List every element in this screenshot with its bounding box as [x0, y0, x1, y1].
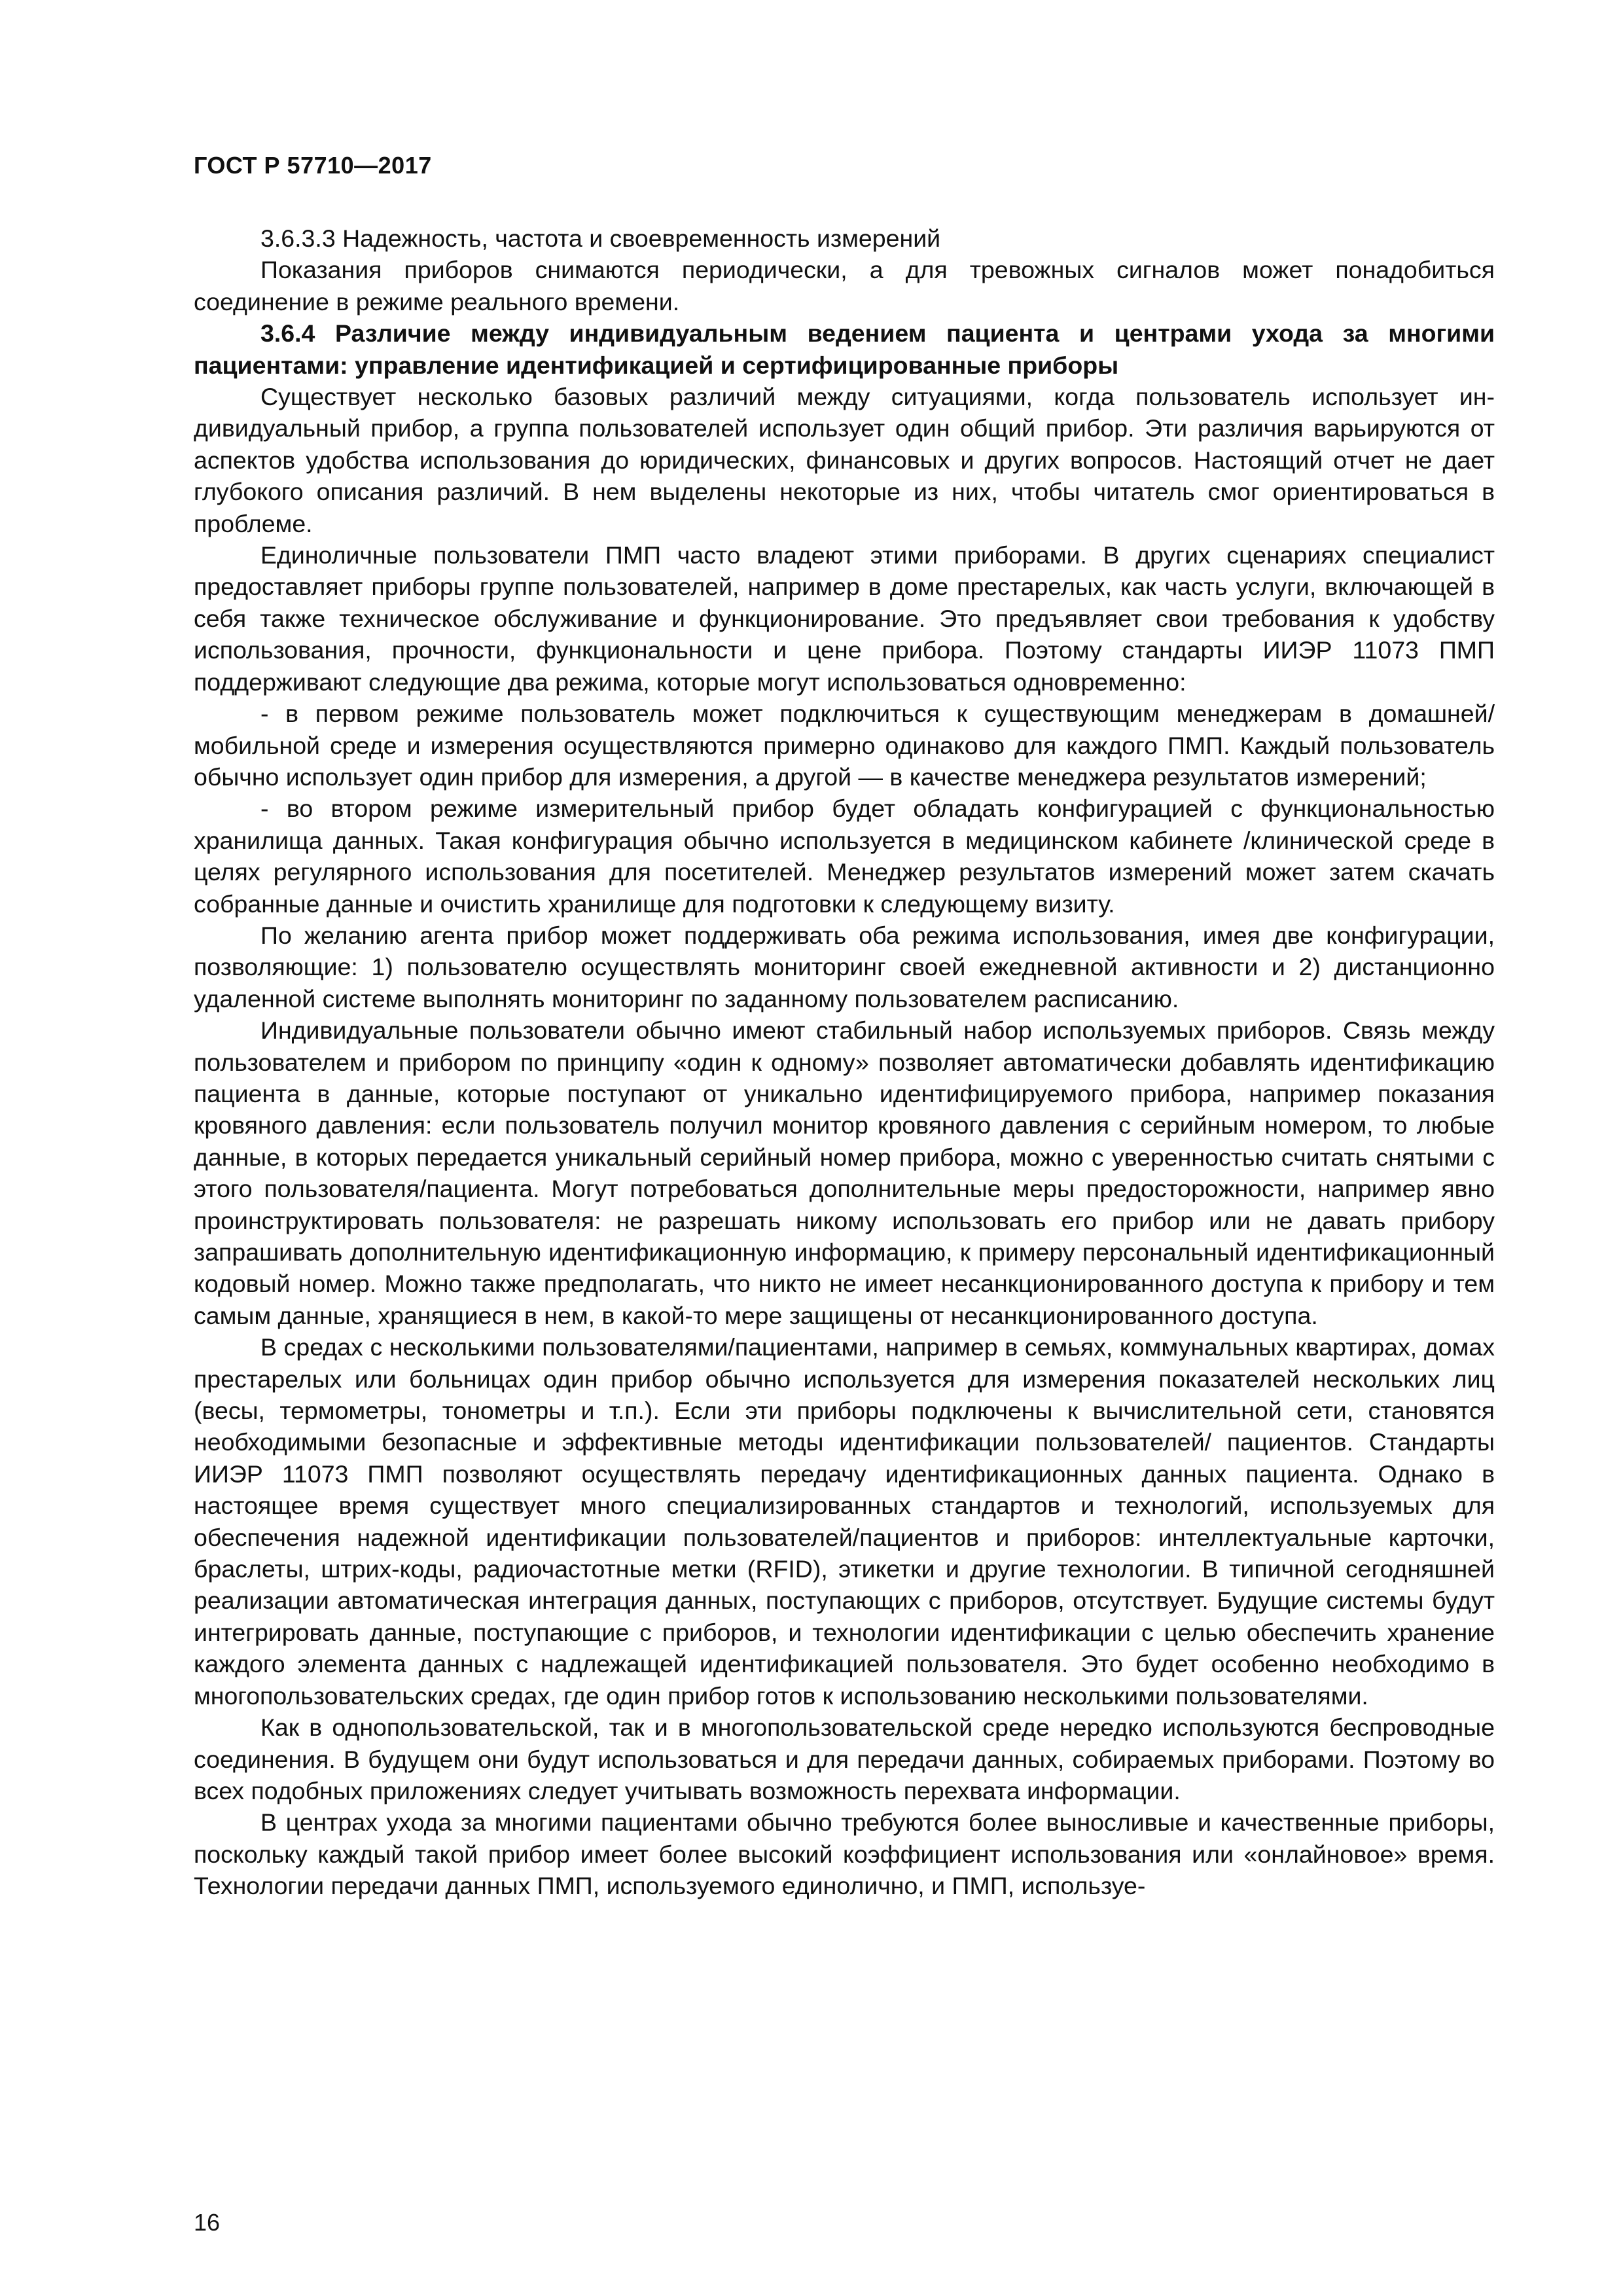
paragraph: В средах с несколькими пользователями/пациентами, например в семьях, коммунальных квартирах, домах престарелых или больницах один прибор обычно используется для измерения показателей нескольких лиц (весы, термометры, тонометры и т.п.). Если эти приборы подключены к вычислительной сети, становятся необходимыми безопасные и эффективные методы идентификации пользователей/ пациентов. Стандарты ИИЭР 11073 ПМП позволяют осуществлять передачу идентификационных данных пациента. Однако в настоящее время существует много специализированных стандартов и технологий, используемых для обеспечения надежной идентификации пользователей/пациентов и приборов: интеллектуальные карточки, браслеты, штрих-коды, радиочастотные метки (RFID), этикетки и другие технологии. В типичной сегодняшней реализации автоматическая интеграция данных, поступающих с приборов, отсутствует. Будущие системы будут интегрировать данные, поступающие с приборов, и технологии идентификации с целью обеспечить хранение каждого элемента данных с надлежащей идентификацией пользователя. Это будет особенно необходимо в многопользовательских средах, где один прибор готов к использованию несколькими пользователями.: [194, 1333, 1495, 1710]
list-item: - во втором режиме измерительный прибор будет обладать конфигурацией с функциональностью хранилища данных. Такая конфигурация обычно используется в медицинском кабинете /клинической среде в целях регулярного использования для посетителей. Менеджер результатов измерений может затем скачать собранные данные и очистить хранилище для подготовки к следующему визиту.: [194, 795, 1495, 918]
paragraph: Как в однопользовательской, так и в многопользовательской среде нередко используются беспроводные соединения. В будущем они будут использоваться и для передачи данных, собираемых приборами. Поэтому во всех подобных приложениях следует учитывать возможность перехвата информации.: [194, 1713, 1495, 1804]
list-item: - в первом режиме пользователь может подключиться к существующим менеджерам в домашней/ мобильной среде и измерения осуществляются примерно одинаково для каждого ПМП. Каждый пользователь обычно использует один прибор для измерения, а другой — в качестве менеджера результатов измерений;: [194, 700, 1495, 791]
paragraph: По желанию агента прибор может поддерживать оба режима использования, имея две конфигурации, позволяющие: 1) пользователю осуществлять мониторинг своей ежедневной активности и 2) дистанционно удаленной системе выполнять мониторинг по заданному пользователем расписанию.: [194, 921, 1495, 1013]
section-heading: 3.6.4 Различие между индивидуальным ведением пациента и центрами ухода за многими пациентами: управление идентификацией и сертифицированные приборы: [194, 319, 1495, 379]
paragraph: Индивидуальные пользователи обычно имеют стабильный набор используемых приборов. Связь между пользователем и прибором по принципу «один к одному» позволяет автоматически добавлять идентификацию пациента в данные, которые поступают от уникально идентифицируемого прибора, например показания кровяного давления: если пользователь получил монитор кровяного давления с серийным номером, то любые данные, в которых передается уникальный серийный номер прибора, можно с уверенностью считать снятыми с этого пользователя/пациента. Могут потребоваться дополнительные меры предосторожности, например явно проинструктировать пользователя: не разрешать никому использовать его прибор или не давать прибору запрашивать дополнительную идентификационную информацию, к примеру персональный идентификационный кодовый номер. Можно также предполагать, что никто не имеет несанкционированного доступа к прибору и тем самым данные, хранящиеся в нем, в какой-то мере защищены от несанкционированного доступа.: [194, 1016, 1495, 1329]
paragraph: В центрах ухода за многими пациентами обычно требуются более выносливые и качественные приборы, поскольку каждый такой прибор имеет более высокий коэффициент использования или «онлайновое» время. Технологии передачи данных ПМП, используемого единолично, и ПМП, используе-: [194, 1808, 1495, 1900]
page-number: 16: [194, 2209, 221, 2236]
subsection-title: 3.6.3.3 Надежность, частота и своевременность измерений: [260, 224, 941, 252]
paragraph: Существует несколько базовых различий между ситуациями, когда пользователь использует индивидуальный прибор, а группа пользователей использует один общий прибор. Эти различия варьируются от аспектов удобства использования до юридических, финансовых и других вопросов. Настоящий отчет не дает глубокого описания различий. В нем выделены некоторые из них, чтобы читатель смог ориентироваться в проблеме.: [194, 383, 1495, 537]
paragraph: Показания приборов снимаются периодически, а для тревожных сигналов может понадобиться соединение в режиме реального времени.: [194, 256, 1495, 315]
page-body: [194, 223, 1495, 1902]
standard-code-header: ГОСТ Р 57710—2017: [194, 152, 432, 179]
paragraph: Единоличные пользователи ПМП часто владеют этими приборами. В других сценариях специалист предоставляет приборы группе пользователей, например в доме престарелых, как часть услуги, включающей в себя также техническое обслуживание и функционирование. Это предъявляет свои требования к удобству использования, прочности, функциональности и цене прибора. Поэтому стандарты ИИЭР 11073 ПМП поддерживают следующие два режима, которые могут использоваться одновременно:: [194, 541, 1495, 696]
